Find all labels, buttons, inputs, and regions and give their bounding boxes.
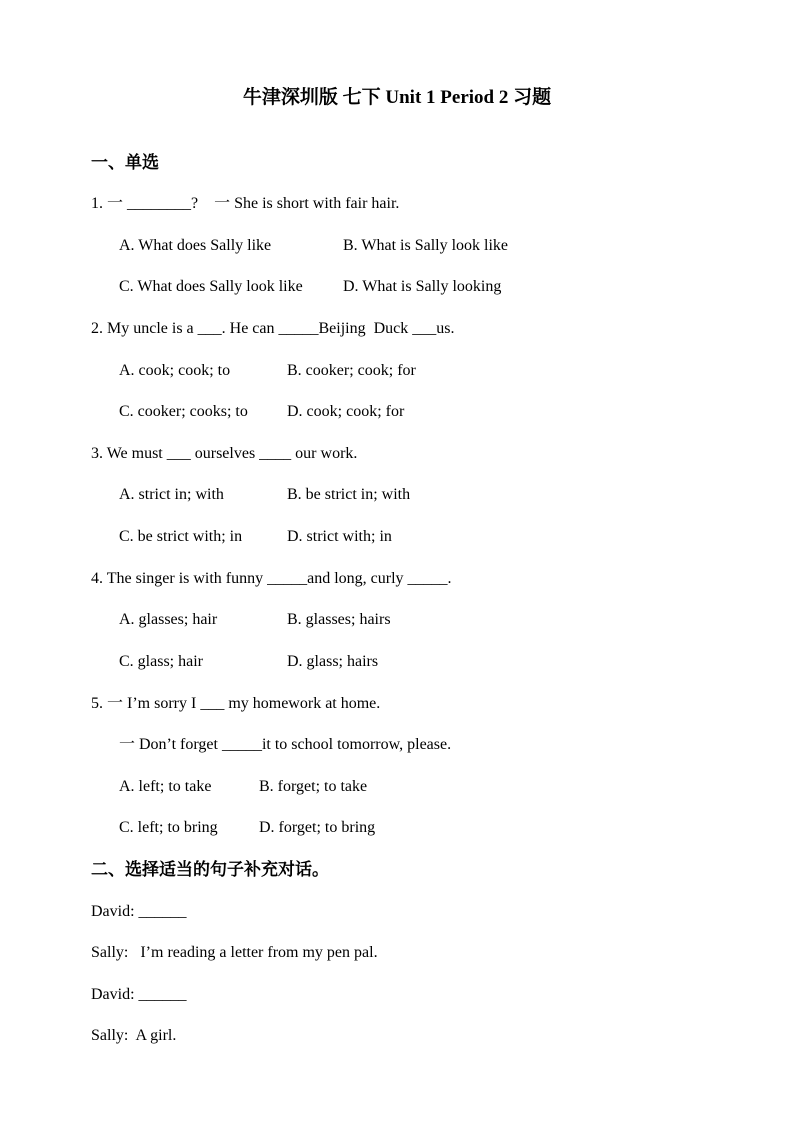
question-4-option-d: D. glass; hairs	[287, 653, 379, 670]
question-3-option-b: B. be strict in; with	[287, 486, 411, 503]
dialogue-line: David: ______	[91, 986, 187, 1003]
question-3-option-a: A. strict in; with	[119, 486, 224, 503]
question-4-option-c: C. glass; hair	[119, 653, 203, 670]
question-2-option-a: A. cook; cook; to	[119, 362, 231, 379]
question-1-stem: 1. 一 ________? 一 She is short with fair hair.	[91, 195, 400, 212]
question-5-option-a: A. left; to take	[119, 778, 212, 795]
question-5-option-d: D. forget; to bring	[259, 819, 376, 836]
question-4-stem: 4. The singer is with funny _____and long, curly _____.	[91, 570, 452, 587]
question-3-option-d: D. strict with; in	[287, 528, 392, 545]
dialogue-line: Sally: A girl.	[91, 1027, 177, 1044]
dialogue-line: David: ______	[91, 903, 187, 920]
question-5-option-c: C. left; to bring	[119, 819, 218, 836]
question-4-option-b: B. glasses; hairs	[287, 611, 391, 628]
question-2-option-c: C. cooker; cooks; to	[119, 403, 248, 420]
page-title: 牛津深圳版 七下 Unit 1 Period 2 习题	[242, 87, 552, 108]
question-1-option-a: A. What does Sally like	[119, 237, 272, 254]
question-5-stem: 5. 一 I’m sorry I ___ my homework at home.	[91, 695, 381, 712]
question-3-option-c: C. be strict with; in	[119, 528, 243, 545]
section-heading-single-choice: 一、单选	[91, 153, 159, 172]
question-5-option-b: B. forget; to take	[259, 778, 368, 795]
question-4-option-a: A. glasses; hair	[119, 611, 218, 628]
question-1-option-b: B. What is Sally look like	[343, 237, 509, 254]
question-3-stem: 3. We must ___ ourselves ____ our work.	[91, 445, 358, 462]
question-2-stem: 2. My uncle is a ___. He can _____Beijing Duck ___us.	[91, 320, 455, 337]
question-2-option-b: B. cooker; cook; for	[287, 362, 416, 379]
question-1-option-d: D. What is Sally looking	[343, 278, 502, 295]
question-2-option-d: D. cook; cook; for	[287, 403, 405, 420]
dialogue-line: Sally: I’m reading a letter from my pen pal.	[91, 944, 378, 961]
section-heading-dialogue: 二、选择适当的句子补充对话。	[91, 860, 329, 879]
question-5-stem-reply: 一 Don’t forget _____it to school tomorrow, please.	[119, 736, 452, 753]
question-1-option-c: C. What does Sally look like	[119, 278, 303, 295]
